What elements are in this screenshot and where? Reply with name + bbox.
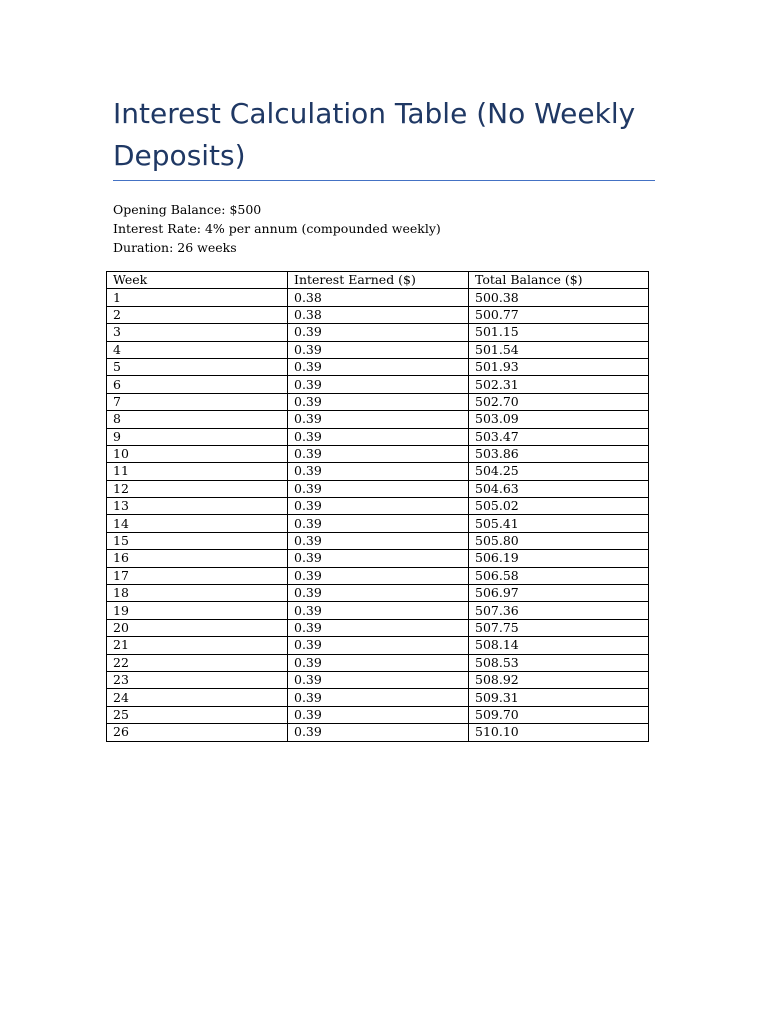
- table-row: [107, 428, 649, 445]
- interest-earned-cell: 0.39: [288, 619, 469, 636]
- week-cell: 4: [107, 341, 288, 358]
- interest-earned-cell: 0.39: [288, 463, 469, 480]
- week-cell: 1: [107, 289, 288, 306]
- interest-earned-cell: 0.39: [288, 515, 469, 532]
- table-row: [107, 445, 649, 462]
- interest-earned-cell: 0.38: [288, 306, 469, 323]
- total-balance-cell: 507.36: [469, 602, 649, 619]
- table-row: [107, 706, 649, 723]
- interest-earned-cell: 0.39: [288, 532, 469, 549]
- total-balance-cell: 506.58: [469, 567, 649, 584]
- interest-earned-cell: 0.39: [288, 341, 469, 358]
- header-interest-earned: Interest Earned ($): [288, 272, 469, 289]
- document-title: Interest Calculation Table (No Weekly Deposits): [113, 97, 636, 172]
- table-body: [107, 289, 649, 741]
- document-details: [113, 200, 441, 257]
- week-cell: 8: [107, 411, 288, 428]
- total-balance-cell: 503.09: [469, 411, 649, 428]
- total-balance-cell: 510.10: [469, 724, 649, 741]
- week-cell: 16: [107, 550, 288, 567]
- table-header: [107, 272, 649, 289]
- table-row: [107, 724, 649, 741]
- total-balance-cell: 504.25: [469, 463, 649, 480]
- total-balance-cell: 500.38: [469, 289, 649, 306]
- table-row: [107, 532, 649, 549]
- interest-earned-cell: 0.39: [288, 324, 469, 341]
- interest-earned-cell: 0.39: [288, 585, 469, 602]
- interest-earned-cell: 0.39: [288, 654, 469, 671]
- table-row: [107, 619, 649, 636]
- table-row: [107, 463, 649, 480]
- week-cell: 14: [107, 515, 288, 532]
- total-balance-cell: 506.19: [469, 550, 649, 567]
- week-cell: 5: [107, 358, 288, 375]
- total-balance-cell: 501.93: [469, 358, 649, 375]
- interest-earned-cell: 0.39: [288, 706, 469, 723]
- opening-balance-text: Opening Balance: $500: [113, 202, 262, 217]
- week-cell: 9: [107, 428, 288, 445]
- header-week: Week: [107, 272, 288, 289]
- week-cell: 17: [107, 567, 288, 584]
- total-balance-cell: 509.70: [469, 706, 649, 723]
- interest-earned-cell: 0.39: [288, 724, 469, 741]
- table-row: [107, 324, 649, 341]
- week-cell: 6: [107, 376, 288, 393]
- interest-earned-cell: 0.39: [288, 637, 469, 654]
- table-header-row: [107, 272, 649, 289]
- total-balance-cell: 506.97: [469, 585, 649, 602]
- interest-earned-cell: 0.39: [288, 567, 469, 584]
- total-balance-cell: 509.31: [469, 689, 649, 706]
- total-balance-cell: 503.86: [469, 445, 649, 462]
- table-row: [107, 341, 649, 358]
- week-cell: 10: [107, 445, 288, 462]
- week-cell: 2: [107, 306, 288, 323]
- interest-earned-cell: 0.39: [288, 411, 469, 428]
- week-cell: 26: [107, 724, 288, 741]
- interest-earned-cell: 0.39: [288, 445, 469, 462]
- total-balance-cell: 500.77: [469, 306, 649, 323]
- table-row: [107, 393, 649, 410]
- week-cell: 18: [107, 585, 288, 602]
- interest-rate-text: Interest Rate: 4% per annum (compounded weekly): [113, 221, 441, 236]
- total-balance-cell: 505.02: [469, 498, 649, 515]
- interest-earned-cell: 0.39: [288, 358, 469, 375]
- week-cell: 11: [107, 463, 288, 480]
- header-total-balance: Total Balance ($): [469, 272, 649, 289]
- total-balance-cell: 501.15: [469, 324, 649, 341]
- total-balance-cell: 508.14: [469, 637, 649, 654]
- total-balance-cell: 501.54: [469, 341, 649, 358]
- interest-earned-cell: 0.39: [288, 550, 469, 567]
- week-cell: 25: [107, 706, 288, 723]
- total-balance-cell: 505.41: [469, 515, 649, 532]
- total-balance-cell: 502.70: [469, 393, 649, 410]
- table-row: [107, 515, 649, 532]
- interest-earned-cell: 0.39: [288, 428, 469, 445]
- week-cell: 15: [107, 532, 288, 549]
- table-row: [107, 550, 649, 567]
- total-balance-cell: 508.92: [469, 671, 649, 688]
- duration-text: Duration: 26 weeks: [113, 240, 237, 255]
- table-row: [107, 480, 649, 497]
- interest-earned-cell: 0.38: [288, 289, 469, 306]
- table-row: [107, 498, 649, 515]
- week-cell: 20: [107, 619, 288, 636]
- interest-earned-cell: 0.39: [288, 498, 469, 515]
- week-cell: 22: [107, 654, 288, 671]
- total-balance-cell: 504.63: [469, 480, 649, 497]
- total-balance-cell: 502.31: [469, 376, 649, 393]
- interest-earned-cell: 0.39: [288, 689, 469, 706]
- total-balance-cell: 508.53: [469, 654, 649, 671]
- week-cell: 24: [107, 689, 288, 706]
- table-row: [107, 637, 649, 654]
- week-cell: 23: [107, 671, 288, 688]
- interest-earned-cell: 0.39: [288, 671, 469, 688]
- table-row: [107, 654, 649, 671]
- week-cell: 13: [107, 498, 288, 515]
- interest-earned-cell: 0.39: [288, 376, 469, 393]
- table-row: [107, 306, 649, 323]
- week-cell: 19: [107, 602, 288, 619]
- interest-table: [106, 271, 649, 742]
- week-cell: 12: [107, 480, 288, 497]
- table-row: [107, 289, 649, 306]
- table-row: [107, 411, 649, 428]
- title-divider: [113, 180, 655, 181]
- table-row: [107, 376, 649, 393]
- table-row: [107, 585, 649, 602]
- table-row: [107, 358, 649, 375]
- interest-earned-cell: 0.39: [288, 480, 469, 497]
- total-balance-cell: 505.80: [469, 532, 649, 549]
- week-cell: 7: [107, 393, 288, 410]
- interest-earned-cell: 0.39: [288, 602, 469, 619]
- table-row: [107, 689, 649, 706]
- table-row: [107, 567, 649, 584]
- table-row: [107, 602, 649, 619]
- week-cell: 21: [107, 637, 288, 654]
- week-cell: 3: [107, 324, 288, 341]
- total-balance-cell: 507.75: [469, 619, 649, 636]
- interest-earned-cell: 0.39: [288, 393, 469, 410]
- total-balance-cell: 503.47: [469, 428, 649, 445]
- table-row: [107, 671, 649, 688]
